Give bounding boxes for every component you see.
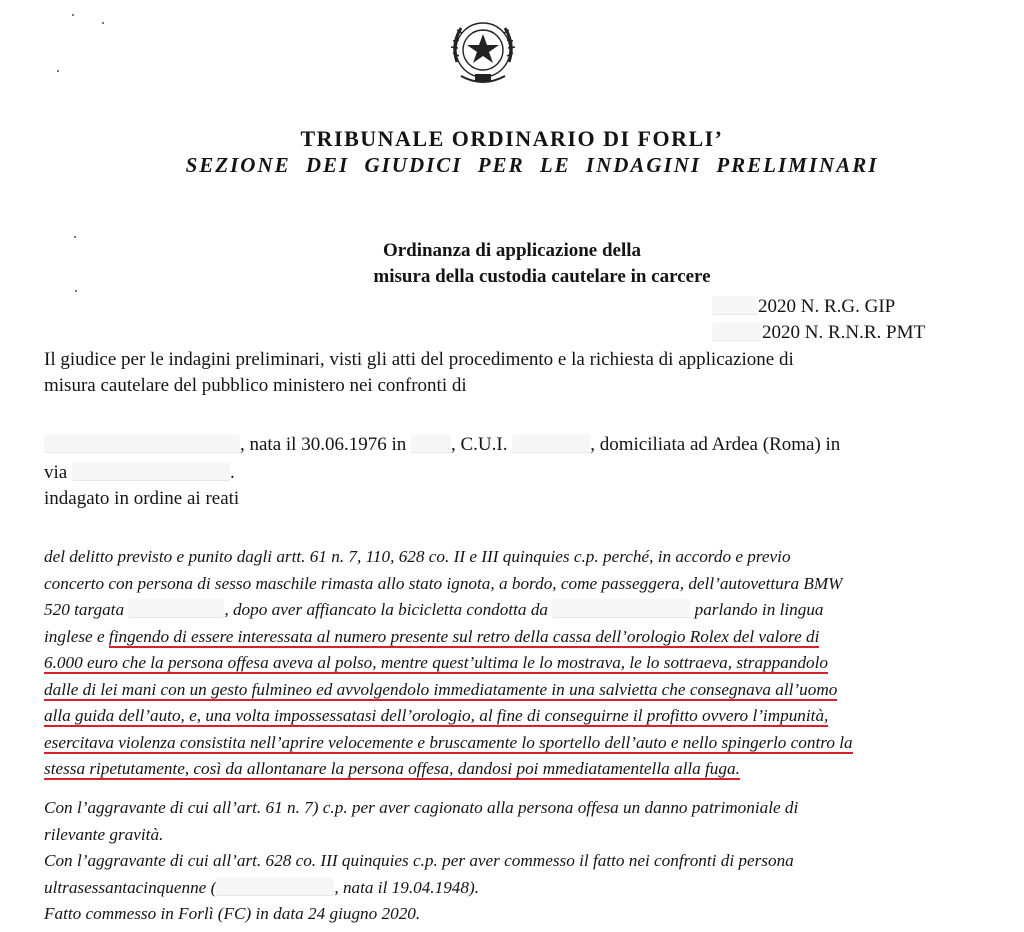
- intro-paragraph: Il giudice per le indagini preliminari, visti gli atti del procedimento e la richiesta di applicazione di misura cautelare del pubblico ministero nei confronti di: [44, 349, 794, 396]
- underlined-text: alla guida dell’auto, e, una volta impossessatasi dell’orologio, al fine di conseguirne il profitto ovvero l’impunità,: [44, 706, 829, 725]
- defendant-line: , nata il 30.06.1976 in , C.U.I. , domiciliata ad Ardea (Roma) in: [44, 434, 840, 456]
- charge-row: [44, 730, 984, 757]
- underlined-text: 6.000 euro che la persona offesa aveva al polso, mentre quest’ultima le lo mostrava, le lo sottraeva, strappandolo: [44, 653, 829, 672]
- charge-row: [44, 703, 984, 730]
- scan-speck: [74, 236, 76, 238]
- court-name: TRIBUNALE ORDINARIO DI FORLI’: [300, 126, 724, 151]
- aggravating-row: Con l’aggravante di cui all’art. 61 n. 7) c.p. per aver cagionato alla persona offesa un danno patrimoniale di: [44, 798, 799, 817]
- redaction: [128, 599, 224, 618]
- charge-text: [44, 544, 984, 783]
- scan-speck: [57, 70, 59, 72]
- charge-row: inglese e fingendo di essere interessata al numero presente sul retro della cassa dell’orologio Rolex del valore di: [44, 626, 820, 646]
- redaction: [44, 434, 240, 453]
- address-line: via .: [44, 462, 235, 483]
- republic-emblem-icon: [445, 12, 521, 92]
- charge-row: [44, 650, 984, 677]
- charge-row: [44, 756, 984, 783]
- document-title-line-2: misura della custodia cautelare in carcere: [373, 266, 711, 287]
- redaction: [411, 434, 451, 453]
- charge-row: 520 targata , dopo aver affiancato la bicicletta condotta da parlando in lingua: [44, 600, 824, 619]
- scan-speck: [75, 290, 77, 292]
- underlined-text: stessa ripetutamente, così da allontanare la persona offesa, dandosi poi mmediatamentella alla fuga.: [44, 759, 740, 778]
- underlined-text: fingendo di essere interessata al numero presente sul retro della cassa dell’orologio Rolex del valore di: [108, 626, 820, 646]
- aggravating-row: rilevante gravità.: [44, 824, 164, 844]
- case-reference-pmt: 2020 N. R.N.R. PMT: [712, 322, 925, 344]
- redaction: [712, 296, 758, 315]
- redaction: [72, 462, 230, 481]
- aggravating-row: ultrasessantacinquenne ( , nata il 19.04.1948).: [44, 877, 480, 897]
- aggravating-row: Con l’aggravante di cui all’art. 628 co. III quinquies c.p. per aver commesso il fatto nei confronti di persona: [44, 851, 794, 870]
- underlined-text: dalle di lei mani con un gesto fulmineo ed avvolgendolo immediatamente in una salvietta che consegnava all’uomo: [44, 679, 838, 699]
- redaction: [552, 599, 690, 618]
- aggravating-circumstances: [44, 795, 984, 928]
- scan-speck: [102, 22, 104, 24]
- case-reference-gip: 2020 N. R.G. GIP: [712, 296, 895, 318]
- scan-speck: [72, 14, 74, 16]
- charge-row: [44, 677, 984, 704]
- charge-row: concerto con persona di sesso maschile rimasta allo stato ignota, a bordo, come passeggera, dell’autovettura BMW: [44, 573, 843, 593]
- underlined-text: esercitava violenza consistita nell’aprire velocemente e bruscamente lo sportello dell’auto e nello spingerlo contro la: [44, 732, 853, 752]
- document-title-line-1: Ordinanza di applicazione della: [382, 240, 642, 261]
- redaction: [512, 434, 590, 453]
- redaction: [216, 877, 334, 896]
- charge-row: del delitto previsto e punito dagli artt. 61 n. 7, 110, 628 co. II e III quinquies c.p. perché, in accordo e previo: [44, 547, 791, 566]
- redaction: [712, 322, 762, 341]
- charges-heading: indagato in ordine ai reati: [44, 488, 240, 509]
- court-section: SEZIONE DEI GIUDICI PER LE INDAGINI PRELIMINARI: [185, 153, 879, 177]
- date-of-fact: Fatto commesso in Forlì (FC) in data 24 giugno 2020.: [44, 904, 421, 923]
